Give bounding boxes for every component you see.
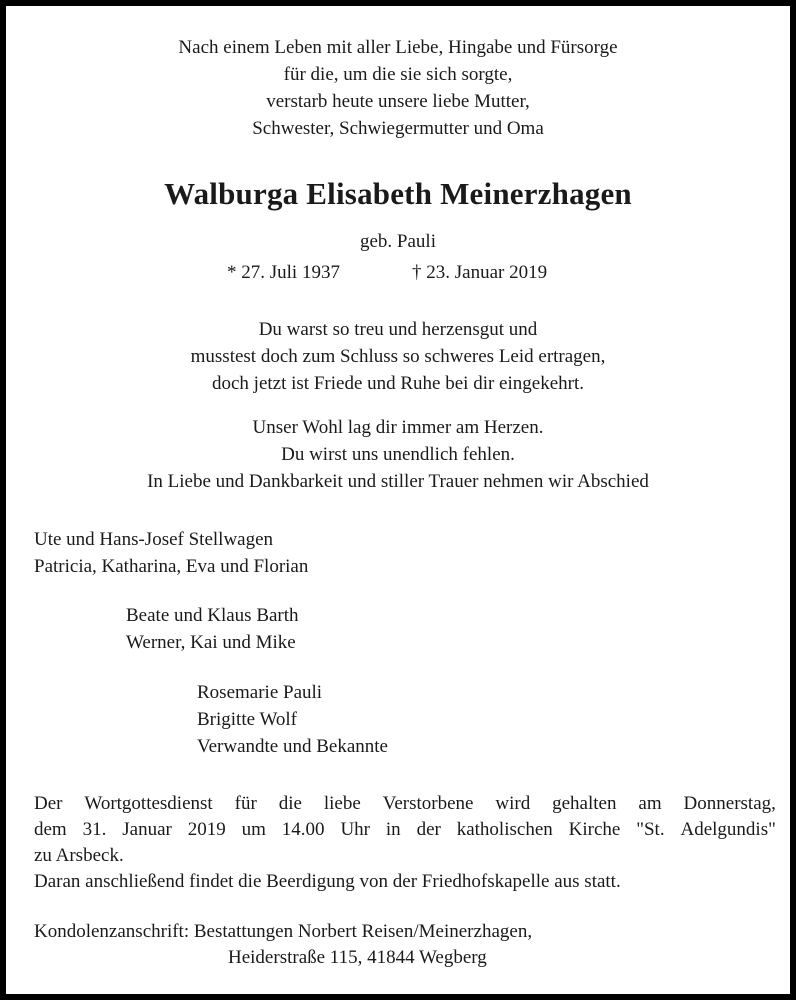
farewell-line: Unser Wohl lag dir immer am Herzen. [252,417,544,438]
word: um [241,819,266,840]
condolence-line: Kondolenzanschrift: Bestattungen Norbert Reisen/Meinerzhagen, [34,921,533,942]
word: gehalten [552,793,617,814]
word: Wortgottesdienst [84,793,213,814]
word: Der [34,793,63,814]
service-line [34,792,776,816]
intro-line: für die, um die sie sich sorgte, [283,64,513,85]
word: dem [34,819,67,840]
poem-line: doch jetzt ist Friede und Ruhe bei dir eingekehrt. [212,373,584,394]
word: am [638,793,662,814]
farewell-line: Du wirst uns unendlich fehlen. [281,444,515,465]
poem-line: Du warst so treu und herzensgut und [258,319,538,340]
intro-line: verstarb heute unsere liebe Mutter, [266,91,530,112]
word: Adelgundis" [680,819,776,840]
mourner-line: Patricia, Katharina, Eva und Florian [34,556,309,577]
word: die [278,793,302,814]
mourner-line: Verwandte und Bekannte [197,736,388,757]
word: Januar [122,819,172,840]
mourner-line: Ute und Hans-Josef Stellwagen [34,529,274,550]
word: für [234,793,257,814]
word: in [385,819,401,840]
word: wird [495,793,531,814]
word: Uhr [340,819,370,840]
mourner-line: Beate und Klaus Barth [126,605,299,626]
intro-line: Nach einem Leben mit aller Liebe, Hingabe und Fürsorge [178,37,618,58]
mourner-line: Werner, Kai und Mike [126,632,296,653]
mourner-line: Brigitte Wolf [197,709,297,730]
word: katholischen [456,819,553,840]
birth-name: geb. Pauli [360,231,436,252]
death-date: † 23. Januar 2019 [412,262,548,283]
intro-line: Schwester, Schwiegermutter und Oma [252,118,544,139]
service-line: zu Arsbeck. [34,845,124,866]
word: "St. [636,819,665,840]
farewell-line: In Liebe und Dankbarkeit und stiller Trauer nehmen wir Abschied [147,471,649,492]
word: 31. [82,819,107,840]
word: liebe [323,793,361,814]
word: Kirche [568,819,621,840]
word: der [416,819,441,840]
word: 14.00 [281,819,325,840]
mourner-line: Rosemarie Pauli [197,682,323,703]
service-line: Daran anschließend findet die Beerdigung von der Friedhofskapelle aus statt. [34,871,621,892]
word: Donnerstag, [683,793,776,814]
deceased-name: Walburga Elisabeth Meinerzhagen [164,176,632,211]
word: 2019 [187,819,226,840]
poem-line: musstest doch zum Schluss so schweres Leid ertragen, [190,346,606,367]
condolence-address: Heiderstraße 115, 41844 Wegberg [228,947,487,968]
service-line [34,818,776,842]
birth-date: * 27. Juli 1937 [227,262,340,283]
word: Verstorbene [382,793,474,814]
